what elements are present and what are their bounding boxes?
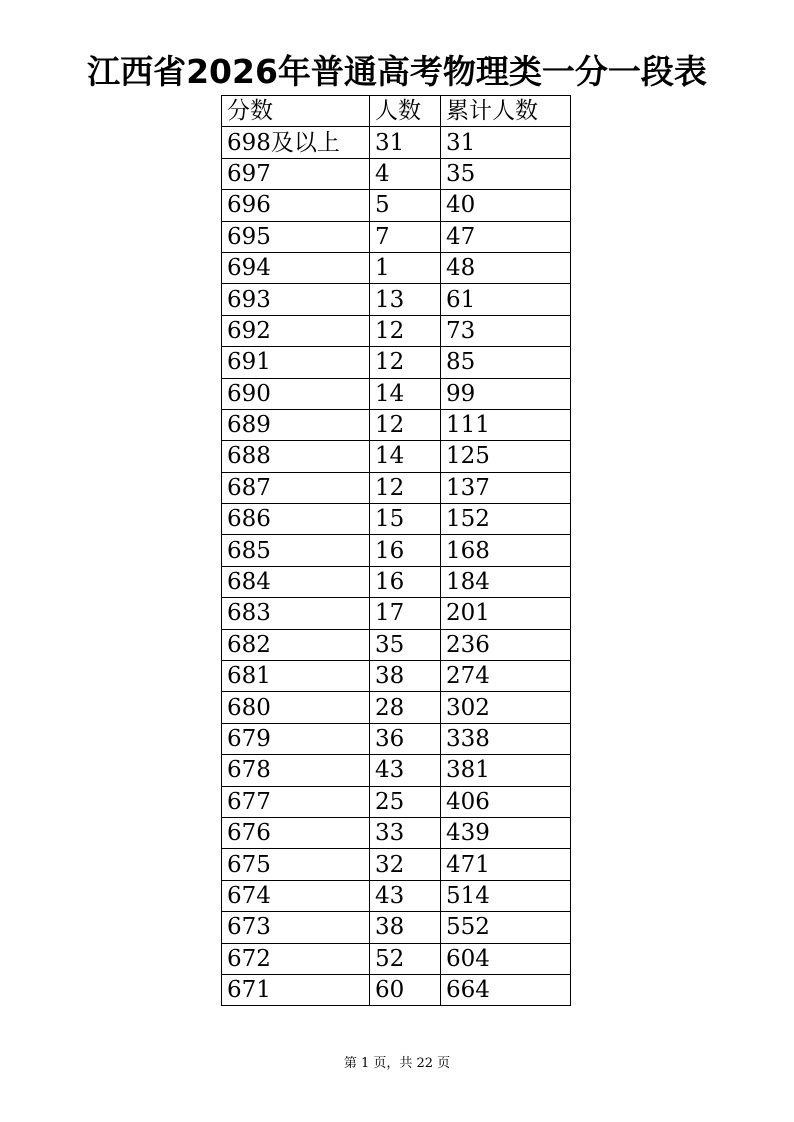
cell-score: 686 [222,504,370,535]
cell-score: 680 [222,692,370,723]
cell-cumulative: 274 [441,661,571,692]
table-row [222,817,571,848]
cell-score: 678 [222,755,370,786]
cell-count: 14 [370,378,441,409]
cell-score: 677 [222,786,370,817]
cell-count: 16 [370,535,441,566]
cell-count: 4 [370,158,441,189]
table-row [222,504,571,535]
table-row [222,598,571,629]
header-score: 分数 [222,96,370,127]
cell-cumulative: 47 [441,221,571,252]
cell-score: 685 [222,535,370,566]
table-row [222,472,571,503]
cell-score: 697 [222,158,370,189]
cell-score: 684 [222,566,370,597]
cell-count: 13 [370,284,441,315]
table-row [222,849,571,880]
cell-count: 5 [370,190,441,221]
table-row [222,692,571,723]
cell-count: 16 [370,566,441,597]
table-row [222,284,571,315]
cell-count: 38 [370,912,441,943]
cell-score: 693 [222,284,370,315]
table-row [222,347,571,378]
table-row [222,315,571,346]
cell-score: 676 [222,817,370,848]
table-row [222,378,571,409]
table-row [222,629,571,660]
cell-cumulative: 664 [441,974,571,1005]
cell-count: 12 [370,315,441,346]
cell-score: 682 [222,629,370,660]
cell-score: 688 [222,441,370,472]
table-row [222,252,571,283]
cell-count: 28 [370,692,441,723]
cell-cumulative: 201 [441,598,571,629]
cell-count: 17 [370,598,441,629]
cell-cumulative: 40 [441,190,571,221]
page-footer: 第 1 页，共 22 页 [343,1056,451,1071]
cell-score: 683 [222,598,370,629]
table-row [222,441,571,472]
cell-cumulative: 152 [441,504,571,535]
table-row [222,943,571,974]
cell-score: 675 [222,849,370,880]
table-row [222,190,571,221]
cell-cumulative: 302 [441,692,571,723]
cell-cumulative: 137 [441,472,571,503]
cell-cumulative: 439 [441,817,571,848]
table-body [222,127,571,1006]
cell-cumulative: 338 [441,723,571,754]
cell-cumulative: 471 [441,849,571,880]
cell-count: 38 [370,661,441,692]
table-row [222,912,571,943]
cell-count: 32 [370,849,441,880]
cell-score: 673 [222,912,370,943]
cell-count: 12 [370,347,441,378]
cell-count: 36 [370,723,441,754]
cell-count: 15 [370,504,441,535]
cell-count: 14 [370,441,441,472]
cell-cumulative: 604 [441,943,571,974]
cell-cumulative: 552 [441,912,571,943]
cell-score: 690 [222,378,370,409]
cell-cumulative: 184 [441,566,571,597]
cell-cumulative: 111 [441,409,571,440]
cell-cumulative: 168 [441,535,571,566]
cell-cumulative: 35 [441,158,571,189]
cell-cumulative: 125 [441,441,571,472]
cell-cumulative: 99 [441,378,571,409]
cell-score: 695 [222,221,370,252]
cell-score: 692 [222,315,370,346]
cell-cumulative: 73 [441,315,571,346]
cell-score: 698及以上 [222,127,370,158]
table-row [222,127,571,158]
cell-count: 1 [370,252,441,283]
cell-cumulative: 61 [441,284,571,315]
cell-count: 43 [370,755,441,786]
table-row [222,974,571,1005]
header-cumulative: 累计人数 [441,96,571,127]
cell-count: 7 [370,221,441,252]
cell-score: 674 [222,880,370,911]
table-row [222,661,571,692]
cell-count: 52 [370,943,441,974]
cell-cumulative: 48 [441,252,571,283]
cell-score: 696 [222,190,370,221]
cell-count: 12 [370,472,441,503]
cell-cumulative: 236 [441,629,571,660]
table-row [222,786,571,817]
cell-count: 43 [370,880,441,911]
cell-score: 672 [222,943,370,974]
table-row [222,535,571,566]
cell-cumulative: 406 [441,786,571,817]
cell-score: 681 [222,661,370,692]
cell-count: 12 [370,409,441,440]
cell-cumulative: 85 [441,347,571,378]
cell-count: 31 [370,127,441,158]
cell-cumulative: 381 [441,755,571,786]
cell-score: 687 [222,472,370,503]
header-count: 人数 [370,96,441,127]
cell-score: 679 [222,723,370,754]
score-distribution-table [221,95,571,1006]
cell-count: 25 [370,786,441,817]
table-row [222,221,571,252]
cell-cumulative: 31 [441,127,571,158]
cell-score: 694 [222,252,370,283]
cell-count: 33 [370,817,441,848]
cell-cumulative: 514 [441,880,571,911]
table-row [222,755,571,786]
table-row [222,566,571,597]
cell-score: 671 [222,974,370,1005]
table-header-row [222,96,571,127]
document-title: 江西省2026年普通高考物理类一分一段表 [87,52,707,91]
table-row [222,409,571,440]
cell-count: 60 [370,974,441,1005]
table-row [222,158,571,189]
table-row [222,723,571,754]
cell-count: 35 [370,629,441,660]
table-row [222,880,571,911]
cell-score: 691 [222,347,370,378]
cell-score: 689 [222,409,370,440]
